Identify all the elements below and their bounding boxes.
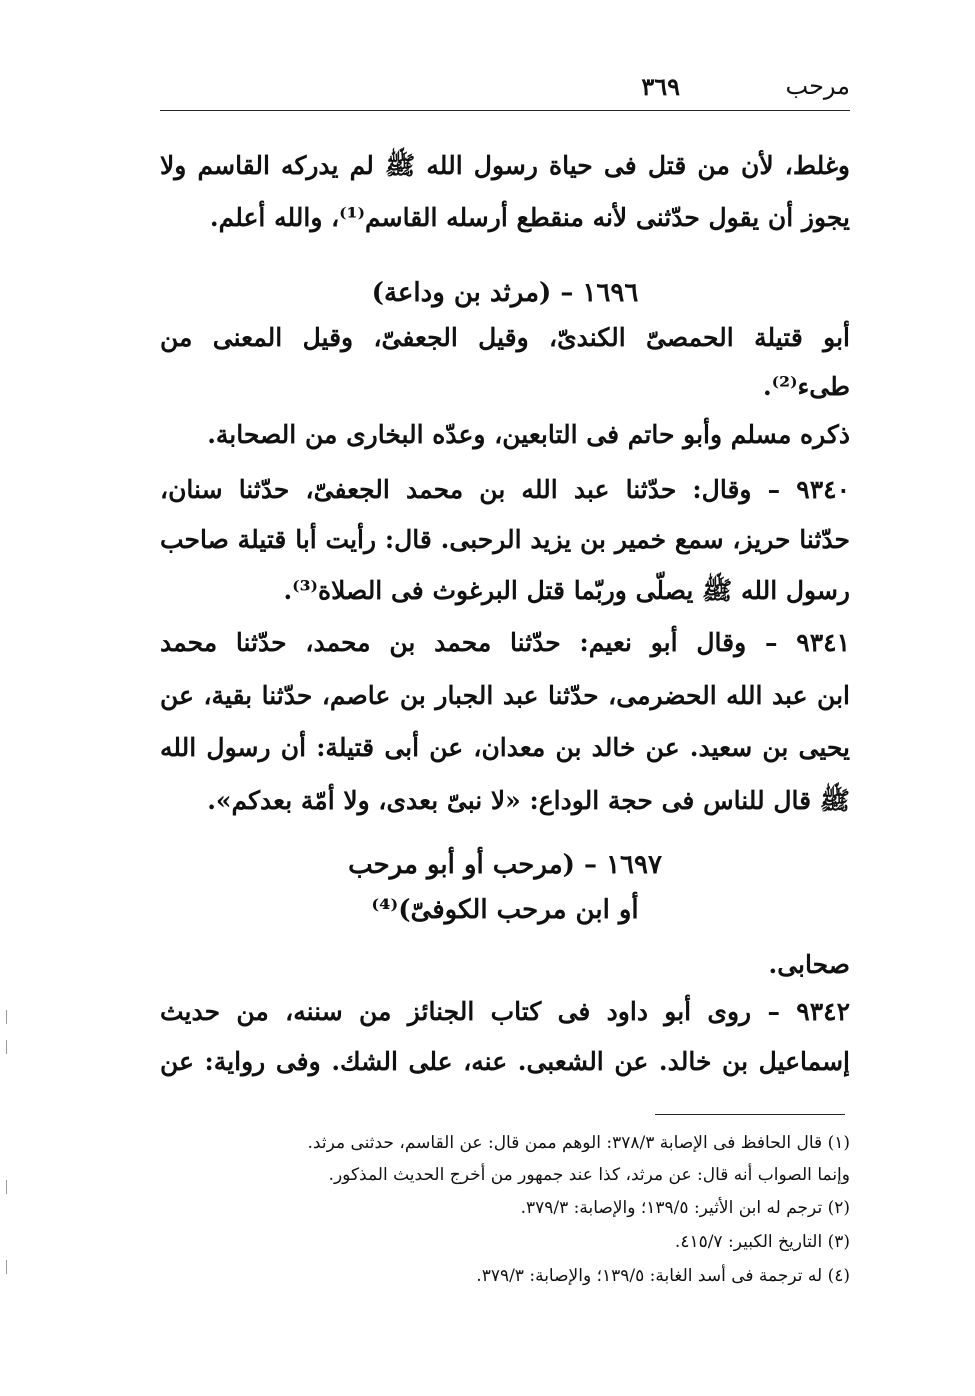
footnote-rule [655, 1114, 845, 1115]
text-line: إسماعيل بن خالد. عن الشعبى. عنه، على الشك. وفى رواية: عن [160, 1047, 850, 1076]
hadith-line: ٩٣٤١ – وقال أبو نعيم: حدّثنا محمد بن محمد، حدّثنا محمد [160, 628, 850, 657]
page-number: ٣٦٩ [641, 72, 680, 101]
hadith-line: ٩٣٤٠ – وقال: حدّثنا عبد الله بن محمد الجعفىّ، حدّثنا سنان، [160, 475, 850, 504]
page-header [160, 72, 850, 108]
scan-mark [6, 1040, 7, 1054]
text-line: يحيى بن سعيد. عن خالد بن معدان، عن أبى قتيلة: أن رسول الله [160, 733, 850, 762]
text-line: وغلط، لأن من قتل فى حياة رسول الله ﷺ لم يدركه القاسم ولا [160, 151, 850, 180]
footnote-4: (٤) له ترجمة فى أسد الغابة: ١٣٩/٥؛ والإصابة: ٣٧٩/٣. [476, 1266, 850, 1286]
entry-heading: أو ابن مرحب الكوفىّ)⁽⁴⁾ [371, 895, 639, 925]
text-line: رسول الله ﷺ يصلّى وربّما قتل البرغوث فى الصلاة⁽³⁾. [283, 576, 850, 605]
entry-heading: ١٦٩٧ – (مرحب أو أبو مرحب [348, 850, 662, 880]
header-rule [160, 110, 850, 111]
entry-heading: ١٦٩٦ – (مرثد بن وداعة) [371, 278, 639, 308]
hadith-line: ٩٣٤٢ – روى أبو داود فى كتاب الجنائز من سننه، من حديث [160, 997, 850, 1026]
text-line: أبو قتيلة الحمصىّ الكندىّ، وقيل الجعفىّ، وقيل المعنى من [160, 323, 850, 352]
text-line: طىء⁽²⁾. [762, 372, 850, 401]
running-title: مرحب [785, 72, 850, 100]
text-line: يجوز أن يقول حدّثنى لأنه منقطع أرسله القاسم⁽¹⁾، والله أعلم. [209, 203, 850, 232]
text-line: ﷺ قال للناس فى حجة الوداع: «لا نبىّ بعدى، ولا أمّة بعدكم». [207, 786, 850, 815]
text-line: صحابى. [768, 950, 850, 979]
text-line: حدّثنا حريز، سمع خمير بن يزيد الرحبى. قال: رأيت أبا قتيلة صاحب [160, 525, 850, 554]
text-line: ذكره مسلم وأبو حاتم فى التابعين، وعدّه البخارى من الصحابة. [207, 420, 850, 449]
scan-mark [6, 1180, 7, 1194]
scan-mark [6, 1260, 7, 1274]
footnote-1: (١) قال الحافظ فى الإصابة ٣٧٨/٣: الوهم ممن قال: عن القاسم، حدثنى مرثد. [307, 1133, 850, 1153]
scan-mark [6, 1010, 7, 1024]
footnote-1-continued: وإنما الصواب أنه قال: عن مرثد، كذا عند جمهور من أخرج الحديث المذكور. [328, 1165, 850, 1185]
footnote-2: (٢) ترجم له ابن الأثير: ١٣٩/٥؛ والإصابة: ٣٧٩/٣. [520, 1198, 850, 1218]
text-line: ابن عبد الله الحضرمى، حدّثنا عبد الجبار بن عاصم، حدّثنا بقية، عن [160, 681, 850, 710]
footnote-3: (٣) التاريخ الكبير: ٤١٥/٧. [674, 1232, 850, 1252]
